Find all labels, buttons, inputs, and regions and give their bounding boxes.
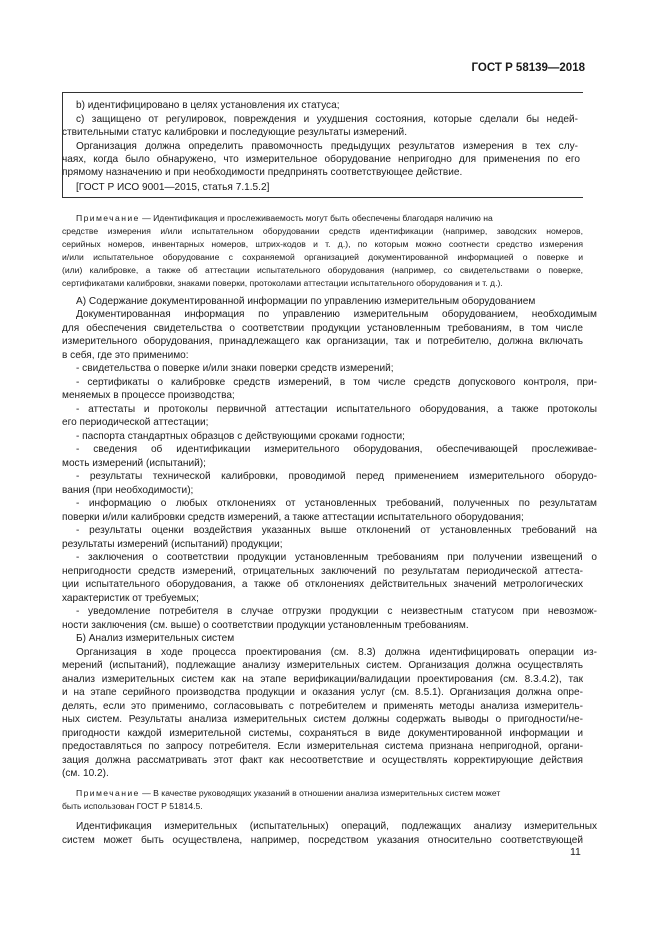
list-item-continued: мость измерений (испытаний); (62, 458, 206, 469)
body-line: для обеспечения свидетельства о соответствии продукции установленным требованиям, в том числе (62, 323, 583, 334)
list-item-continued: его периодической аттестации; (62, 417, 209, 428)
box-paragraph-line3: прямому назначению и при необходимости предпринять соответствующее действие. (62, 167, 463, 178)
list-item: - сертификаты о калибровке средств измерений, в том числе средств допускового контроля, при- (76, 377, 597, 388)
list-item: - паспорта стандартных образцов с действующими сроками годности; (76, 431, 405, 442)
list-item: - результаты оценки воздействия указанных выше отклонений от установленных требований на (76, 525, 597, 536)
note-1-line3: серийных номеров, инвентарных номеров, штрих-кодов и т. д.), по которым можно соотнести средство измерения (62, 239, 583, 249)
note-1-line6: сертификатами калибровки, знаками поверки, протоколами аттестации испытательного оборудования и т. д.). (62, 278, 503, 288)
list-item: - аттестаты и протоколы первичной аттестации испытательного оборудования, а также протоколы (76, 404, 597, 415)
box-paragraph-line2: чаях, когда было обнаружено, что измерительное оборудование непригодно для применения по его (62, 154, 580, 165)
note-2-label: Примечание (76, 788, 140, 798)
note-2-line2: быть использован ГОСТ Р 51814.5. (62, 801, 203, 811)
body-line: Организация в ходе процесса проектирования (см. 8.3) должна идентифицировать операции из- (76, 647, 597, 658)
list-item: - уведомление потребителя в случае отгрузки продукции с неизвестным статусом при невозмож- (76, 606, 597, 617)
document-id-header: ГОСТ Р 58139—2018 (471, 62, 585, 74)
body-line: в себя, где это применимо: (62, 350, 189, 361)
list-item-continued: ции испытательного оборудования, а также об отклонениях действительных значений метрологических (62, 579, 583, 590)
list-item: - результаты технической калибровки, проводимой перед применением измерительного оборудо- (76, 471, 597, 482)
body-line: мерений (испытаний), подлежащие анализу измерительных систем. Организация должна осуществлять (62, 660, 583, 671)
note-2-line1 (76, 787, 583, 800)
note-2-text: — В качестве руководящих указаний в отношении анализа измерительных систем может (142, 788, 501, 798)
note-1-line4: и/или испытательное оборудование с сохраняемой организацией документированной информацией о поверке и (62, 252, 583, 262)
note-1-text: — Идентификация и прослеживаемость могут быть обеспечены благодаря наличию на (142, 213, 493, 223)
list-item: - сведения об идентификации измерительного оборудования, обеспечивающей прослеживае- (76, 444, 597, 455)
body-line: пригодности каждой измерительной системы, сохраняться в виде документированной информации и (62, 728, 583, 739)
box-item-c-line1: c) защищено от регулировок, повреждения и ухудшения состояния, которые сделали бы недей- (76, 114, 578, 125)
list-item-continued: вания (при необходимости); (62, 485, 194, 496)
page-number: 11 (570, 846, 581, 858)
section-b-heading: Б) Анализ измерительных систем (76, 633, 235, 644)
body-line: анализ измерительных систем как на этапе верификации/валидации проектирования (см. 8.3.4.2), так (62, 674, 583, 685)
list-item-continued: ности заключения (см. выше) о соответствии продукции установленным требованиям. (62, 620, 469, 631)
body-line: делять, если это применимо, согласовывать с потребителем и применять методы анализа измеритель- (62, 701, 583, 712)
list-item-continued: меняемых в процессе производства; (62, 390, 235, 401)
tail-line2: систем может быть осуществлена, например, посредством указания относительно соответствующей (62, 835, 583, 846)
body-line: зация должна рассматривать этот факт как несоответствие и осуществлять корректирующие действия (62, 755, 583, 766)
body-line: Документированная информация по управлению измерительным оборудованием, необходимым (76, 309, 597, 320)
list-item-continued: характеристик от требуемых; (62, 593, 199, 604)
note-1-line1 (76, 212, 583, 225)
list-item: - свидетельства о поверке и/или знаки поверки средств измерений; (76, 363, 394, 374)
list-item-continued: результаты измерений (испытаний) продукции; (62, 539, 283, 550)
list-item-continued: поверки и/или калибровки средств измерений, а также аттестации испытательного оборудования; (62, 512, 524, 523)
body-line: и на этапе серийного производства продукции и оказания услуг (см. 8.5.1). Организация должна опре- (62, 687, 583, 698)
body-line: (см. 10.2). (62, 768, 109, 779)
body-line: ных систем. Результаты анализа измерительных систем должны содержать выводы о пригодности/не- (62, 714, 583, 725)
box-reference: [ГОСТ Р ИСО 9001—2015, статья 7.1.5.2] (76, 182, 270, 193)
note-1-label: Примечание (76, 213, 140, 223)
section-a-heading: А) Содержание документированной информации по управлению измерительным оборудованием (76, 296, 536, 307)
note-1-line5: (или) калибровке, а также об аттестации испытательного оборудования (например, со свидетельствами о поверке, (62, 265, 583, 275)
body-line: измерительного оборудования, принадлежащего как организации, так и потребителю, должна включать (62, 336, 583, 347)
box-item-b: b) идентифицировано в целях установления их статуса; (76, 100, 340, 111)
list-item: - информацию о любых отклонениях от установленных требований, полученных по результатам (76, 498, 597, 509)
list-item: - заключения о соответствии продукции установленным требованиям при получении извещений о (76, 552, 597, 563)
body-line: предоставляться по запросу потребителя. Если измерительная система признана непригодной, органи- (62, 741, 583, 752)
box-paragraph-line1: Организация должна определить правомочность предыдущих результатов измерения в тех слу- (76, 141, 578, 152)
list-item-continued: непригодности средств измерений, отрицательных заключений по результатам периодической аттеста- (62, 566, 583, 577)
tail-line1: Идентификация измерительных (испытательных) операций, подлежащих анализу измерительных (76, 821, 597, 832)
note-1-line2: средстве измерения и/или испытательном оборудовании средств идентификации (например, заводских номеров, (62, 226, 583, 236)
box-item-c-line2: ствительными статус калибровки и последующие результаты измерений. (62, 127, 408, 138)
